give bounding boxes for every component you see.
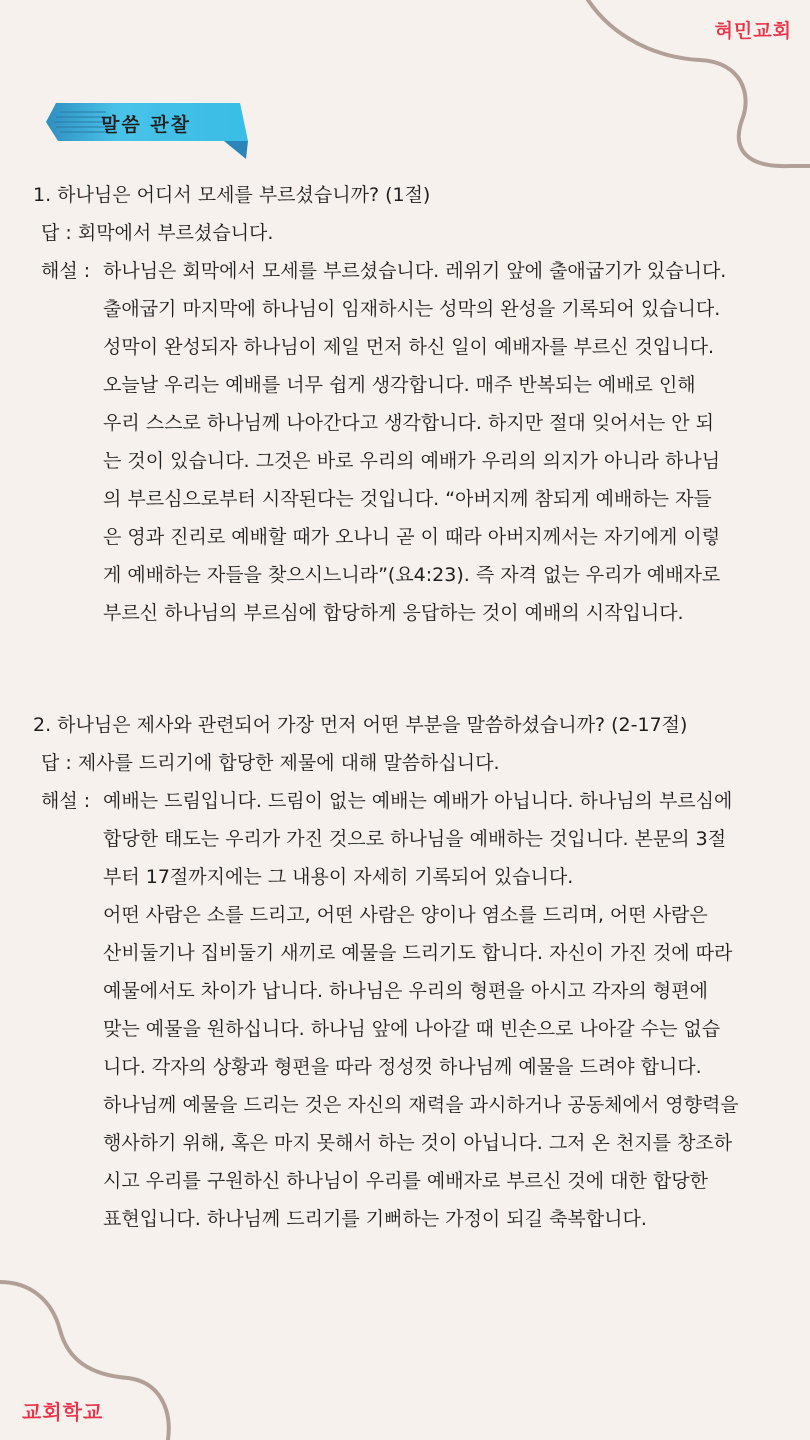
explanation-line: 성막이 완성되자 하나님이 제일 먼저 하신 일이 예배자를 부르신 것입니다.	[103, 336, 715, 358]
explanation-line: 시고 우리를 구원하신 하나님이 우리를 예배자로 부르신 것에 대한 합당한	[103, 1170, 708, 1192]
explanation-line: 부터 17절까지에는 그 내용이 자세히 기록되어 있습니다.	[103, 866, 574, 888]
explanation-line: 어떤 사람은 소를 드리고, 어떤 사람은 양이나 염소를 드리며, 어떤 사람은	[103, 904, 708, 926]
explanation-line: 산비둘기나 집비둘기 새끼로 예물을 드리기도 합니다. 자신이 가진 것에 따라	[103, 942, 733, 964]
explanation-line: 행사하기 위해, 혹은 마지 못해서 하는 것이 아닙니다. 그저 온 천지를 창조하	[103, 1132, 733, 1154]
explanation-line: 예배는 드림입니다. 드림이 없는 예배는 예배가 아닙니다. 하나님의 부르심에	[103, 790, 733, 812]
explanation-label: 해설 :	[41, 260, 91, 282]
question-text: 1. 하나님은 어디서 모세를 부르셨습니까? (1절)	[33, 184, 431, 206]
explanation-line: 맞는 예물을 원하십니다. 하나님 앞에 나아갈 때 빈손으로 나아갈 수는 없습	[103, 1018, 721, 1040]
question-text: 2. 하나님은 제사와 관련되어 가장 먼저 어떤 부분을 말씀하셨습니까? (2-17절)	[33, 714, 688, 736]
explanation-line: 오늘날 우리는 예배를 너무 쉽게 생각합니다. 매주 반복되는 예배로 인해	[103, 374, 696, 396]
explanation-label: 해설 :	[41, 790, 91, 812]
explanation-line: 우리 스스로 하나님께 나아간다고 생각합니다. 하지만 절대 잊어서는 안 되	[103, 412, 715, 434]
explanation-line: 니다. 각자의 상황과 형편을 따라 정성껏 하나님께 예물을 드려야 합니다.	[103, 1056, 702, 1078]
church-logo: 혀민교회	[714, 20, 792, 42]
explanation-block	[0, 782, 810, 1238]
banner-title: 말씀 관찰	[100, 114, 192, 136]
observation-item-1	[0, 176, 810, 632]
section-banner	[46, 101, 256, 163]
answer-text: 답 : 제사를 드리기에 합당한 제물에 대해 말씀하십니다.	[41, 752, 500, 774]
explanation-line: 표현입니다. 하나님께 드리기를 기뻐하는 가정이 되길 축복합니다.	[103, 1208, 647, 1230]
explanation-line: 은 영과 진리로 예배할 때가 오나니 곧 이 때라 아버지께서는 자기에게 이렇	[103, 526, 721, 548]
explanation-line: 하나님께 예물을 드리는 것은 자신의 재력을 과시하거나 공동체에서 영향력을	[103, 1094, 739, 1116]
explanation-line: 하나님은 회막에서 모세를 부르셨습니다. 레위기 앞에 출애굽기가 있습니다.	[103, 260, 727, 282]
explanation-line: 합당한 태도는 우리가 가진 것으로 하나님을 예배하는 것입니다. 본문의 3절	[103, 828, 727, 850]
explanation-line: 부르신 하나님의 부르심에 합당하게 응답하는 것이 예배의 시작입니다.	[103, 602, 684, 624]
observation-item-2	[0, 706, 810, 1238]
church-school-logo: 교회학교	[22, 1400, 104, 1424]
explanation-line: 예물에서도 차이가 납니다. 하나님은 우리의 형편을 아시고 각자의 형편에	[103, 980, 708, 1002]
explanation-line: 의 부르심으로부터 시작된다는 것입니다. “아버지께 참되게 예배하는 자들	[103, 488, 712, 510]
explanation-line: 게 예배하는 자들을 찾으시느니라”(요4:23). 즉 자격 없는 우리가 예배자로	[103, 564, 721, 586]
explanation-block	[0, 252, 810, 632]
answer-text: 답 : 회막에서 부르셨습니다.	[41, 222, 274, 244]
explanation-line: 는 것이 있습니다. 그것은 바로 우리의 예배가 우리의 의지가 아니라 하나님	[103, 450, 721, 472]
explanation-line: 출애굽기 마지막에 하나님이 임재하시는 성막의 완성을 기록되어 있습니다.	[103, 298, 721, 320]
